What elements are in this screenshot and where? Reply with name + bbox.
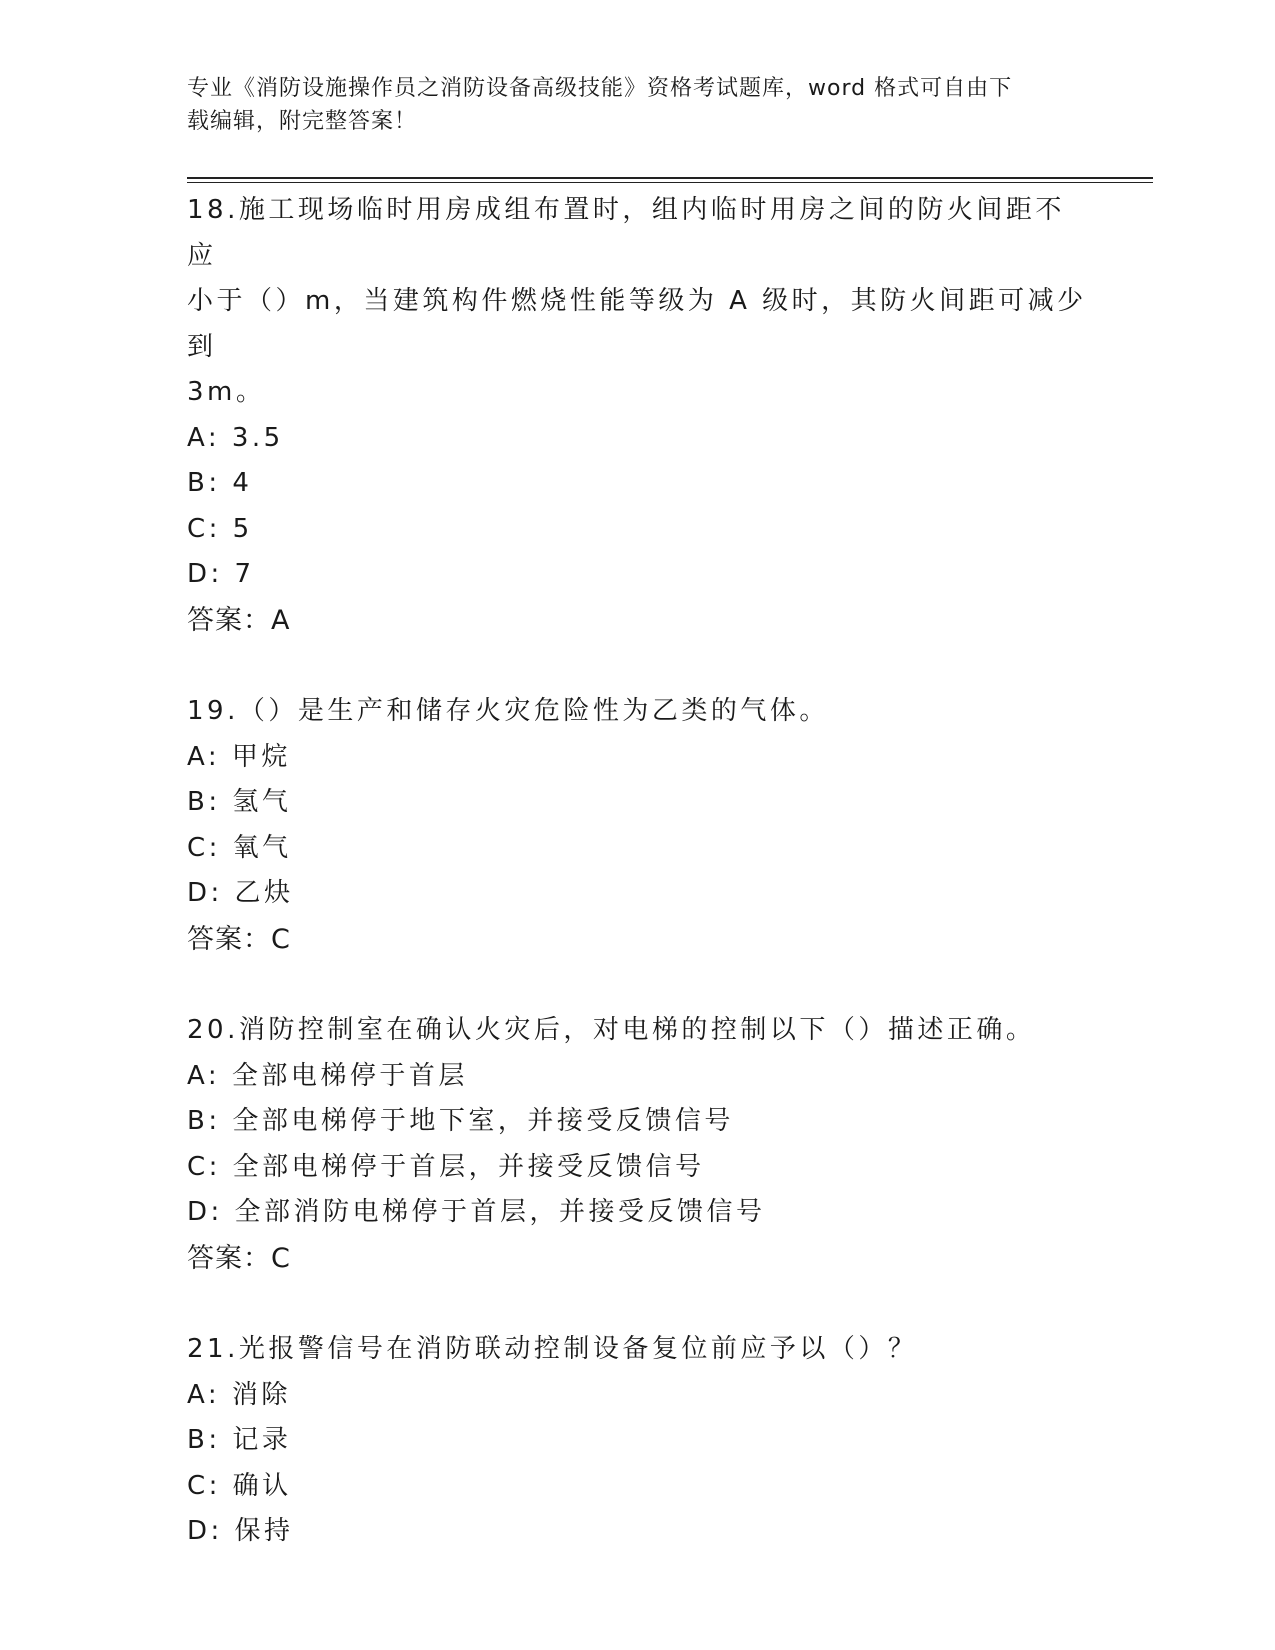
option-c: C: 5 (187, 513, 253, 544)
document-header (187, 72, 1087, 138)
option-c: C: 全部电梯停于首层，并接受反馈信号 (187, 1151, 705, 1182)
answer-label: 答案：A (187, 604, 291, 636)
answer-label: 答案：C (187, 923, 291, 955)
header-divider-thin (187, 182, 1153, 183)
question-21 (187, 1327, 1087, 1555)
option-d: D: 保持 (187, 1516, 294, 1546)
question-stem-line: 3m。 (187, 377, 266, 407)
question-18 (187, 188, 1087, 643)
question-stem-line: 18.施工现场临时用房成组布置时，组内临时用房之间的防火间距不应 (187, 195, 1065, 271)
option-b: B: 4 (187, 468, 253, 498)
option-a: A: 甲烷 (187, 741, 291, 772)
option-a: A: 全部电梯停于首层 (187, 1060, 468, 1091)
question-stem-line: 19.（）是生产和储存火灾危险性为乙类的气体。 (187, 696, 829, 726)
question-19 (187, 689, 1087, 962)
option-a: A: 3.5 (187, 422, 284, 453)
option-b: B: 记录 (187, 1425, 292, 1455)
question-stem-line: 21.光报警信号在消防联动控制设备复位前应予以（）？ (187, 1334, 918, 1364)
header-divider-thick (187, 177, 1153, 179)
option-d: D: 全部消防电梯停于首层，并接受反馈信号 (187, 1197, 766, 1227)
question-20 (187, 1008, 1087, 1281)
answer-label: 答案：C (187, 1242, 291, 1274)
option-b: B: 氢气 (187, 787, 292, 817)
header-line-1: 专业《消防设施操作员之消防设备高级技能》资格考试题库，word 格式可自由下 (187, 76, 1013, 101)
question-stem-line: 小于（）m，当建筑构件燃烧性能等级为 A 级时，其防火间距可减少到 (187, 286, 1087, 362)
option-c: C: 氧气 (187, 832, 292, 863)
option-d: D: 乙炔 (187, 878, 294, 908)
header-line-2: 载编辑，附完整答案！ (187, 109, 418, 134)
option-b: B: 全部电梯停于地下室，并接受反馈信号 (187, 1106, 734, 1136)
option-d: D: 7 (187, 559, 255, 589)
question-list (187, 188, 1087, 1601)
option-c: C: 确认 (187, 1470, 292, 1501)
option-a: A: 消除 (187, 1379, 291, 1410)
question-stem-line: 20.消防控制室在确认火灾后，对电梯的控制以下（）描述正确。 (187, 1015, 1036, 1045)
